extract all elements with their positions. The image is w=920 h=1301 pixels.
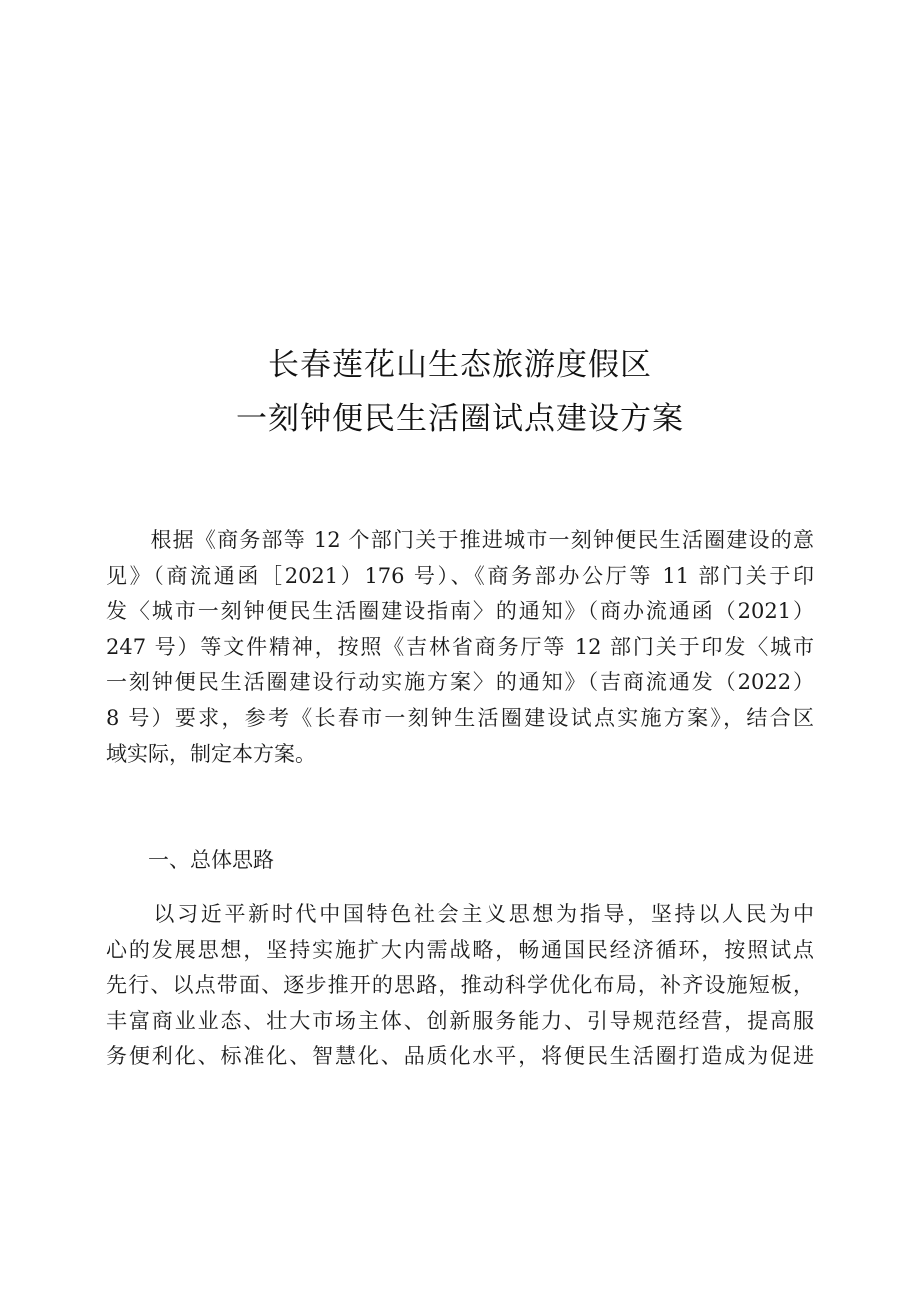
paragraph-line: 见》（商流通函［2021）176 号）、《商务部办公厅等 11 部门关于印 — [106, 563, 814, 588]
paragraph-line: 心的发展思想，坚持实施扩大内需战略，畅通国民经济循环，按照试点 — [106, 937, 814, 962]
document-title — [0, 338, 920, 446]
paragraph-line: 务便利化、标准化、智慧化、品质化水平，将便民生活圈打造成为促进 — [106, 1044, 814, 1069]
section-heading-text: 一、总体思路 — [106, 848, 274, 872]
paragraph-line: 丰富商业业态、壮大市场主体、创新服务能力、引导规范经营，提高服 — [106, 1008, 814, 1033]
paragraph-line: 域实际，制定本方案。 — [106, 741, 316, 766]
paragraph-line: 247 号）等文件精神，按照《吉林省商务厅等 12 部门关于印发〈城市 — [106, 634, 814, 659]
paragraph-line: 先行、以点带面、逐步推开的思路，推动科学优化布局，补齐设施短板， — [106, 973, 814, 998]
paragraph-basis — [106, 523, 814, 772]
paragraph-line: 根据《商务部等 12 个部门关于推进城市一刻钟便民生活圈建设的意 — [106, 528, 814, 552]
title-line-2: 一刻钟便民生活圈试点建设方案 — [236, 401, 684, 437]
paragraph-line: 以习近平新时代中国特色社会主义思想为指导，坚持以人民为中 — [106, 902, 814, 926]
paragraph-overall-approach — [106, 897, 814, 1075]
section-heading — [106, 843, 814, 879]
paragraph-line: 8 号）要求，参考《长春市一刻钟生活圈建设试点实施方案》，结合区 — [106, 705, 814, 730]
paragraph-line: 一刻钟便民生活圈建设行动实施方案〉的通知》（吉商流通发（2022） — [106, 670, 814, 695]
paragraph-line: 发〈城市一刻钟便民生活圈建设指南〉的通知》（商办流通函（2021） — [106, 599, 814, 624]
title-line-1: 长春莲花山生态旅游度假区 — [268, 347, 652, 383]
